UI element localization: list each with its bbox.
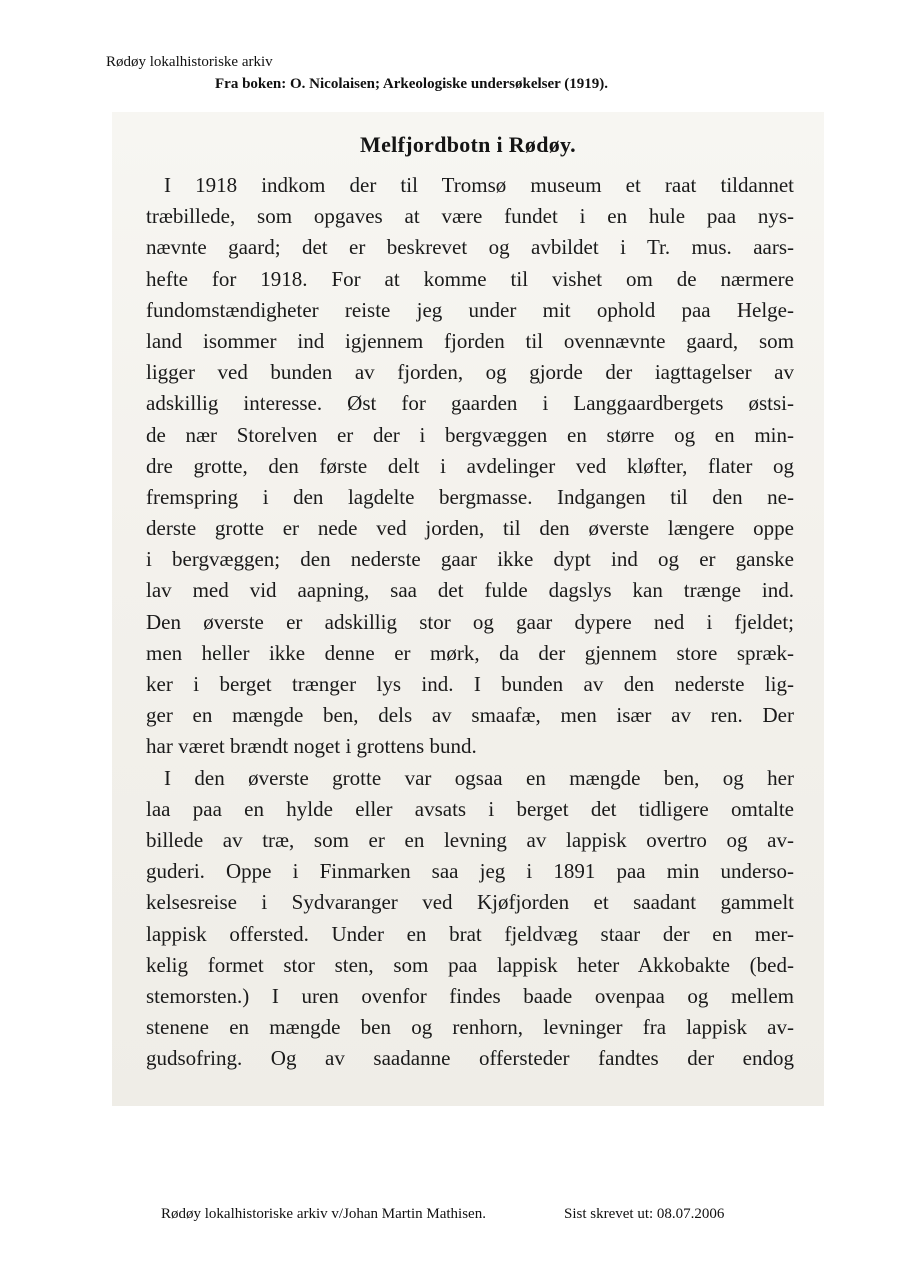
article-body [146, 170, 794, 1074]
text-line: hefte for 1918. For at komme til vishet om de nærmere [146, 266, 794, 291]
text-line: ligger ved bunden av fjorden, og gjorde der iagttagelser av [146, 360, 794, 385]
text-line: I 1918 indkom der til Tromsø museum et raat tildannet [164, 173, 794, 197]
text-line: dre grotte, den første delt i avdelinger ved kløfter, flater og [146, 453, 794, 478]
text-line: stenene en mængde ben og renhorn, levninger fra lappisk av- [146, 1015, 794, 1040]
text-line: træbillede, som opgaves at være fundet i en hule paa nys- [146, 204, 794, 229]
text-line: laa paa en hylde eller avsats i berget det tidligere omtalte [146, 796, 794, 821]
text-line: land isommer ind igjennem fjorden til ovennævnte gaard, som [146, 328, 794, 353]
text-line: lav med vid aapning, saa det fulde dagslys kan trænge ind. [146, 578, 794, 603]
text-line: stemorsten.) I uren ovenfor findes baade ovenpaa og mellem [146, 983, 794, 1008]
text-line: kelsesreise i Sydvaranger ved Kjøfjorden et saadant gammelt [146, 890, 794, 915]
article-title: Melfjordbotn i Rødøy. [360, 132, 576, 157]
text-line: I den øverste grotte var ogsaa en mængde ben, og her [164, 765, 794, 790]
text-line: Den øverste er adskillig stor og gaar dypere ned i fjeldet; [146, 609, 794, 634]
text-line: de nær Storelven er der i bergvæggen en større og en min- [146, 422, 794, 447]
text-line: har været brændt noget i grottens bund. [146, 734, 477, 759]
source-citation: Fra boken: O. Nicolaisen; Arkeologiske undersøkelser (1919). [215, 76, 609, 92]
text-line: men heller ikke denne er mørk, da der gjennem store spræk- [146, 640, 794, 665]
text-line: billede av træ, som er en levning av lappisk overtro og av- [146, 827, 794, 852]
archive-name: Rødøy lokalhistoriske arkiv [106, 54, 273, 70]
text-line: kelig formet stor sten, som paa lappisk heter Akkobakte (bed- [146, 952, 794, 977]
footer-print-date: Sist skrevet ut: 08.07.2006 [564, 1206, 725, 1222]
text-line: fremspring i den lagdelte bergmasse. Indgangen til den ne- [146, 484, 794, 509]
text-line: fundomstændigheter reiste jeg under mit ophold paa Helge- [146, 297, 794, 322]
footer-archive-credit: Rødøy lokalhistoriske arkiv v/Johan Martin Mathisen. [161, 1206, 486, 1222]
text-line: ger en mængde ben, dels av smaafæ, men især av ren. Der [146, 703, 794, 728]
text-line: ker i berget trænger lys ind. I bunden av den nederste lig- [146, 672, 794, 696]
text-line: nævnte gaard; det er beskrevet og avbildet i Tr. mus. aars- [146, 235, 794, 260]
text-line: i bergvæggen; den nederste gaar ikke dypt ind og er ganske [146, 547, 794, 572]
text-line: lappisk offersted. Under en brat fjeldvæg staar der en mer- [146, 921, 794, 946]
text-line: adskillig interesse. Øst for gaarden i Langgaardbergets østsi- [146, 391, 794, 416]
scanned-page [112, 112, 824, 1106]
text-line: guderi. Oppe i Finmarken saa jeg i 1891 paa min underso- [146, 859, 794, 884]
text-line: gudsofring. Og av saadanne offersteder fandtes der endog [146, 1046, 794, 1071]
text-line: derste grotte er nede ved jorden, til den øverste længere oppe [146, 516, 794, 541]
